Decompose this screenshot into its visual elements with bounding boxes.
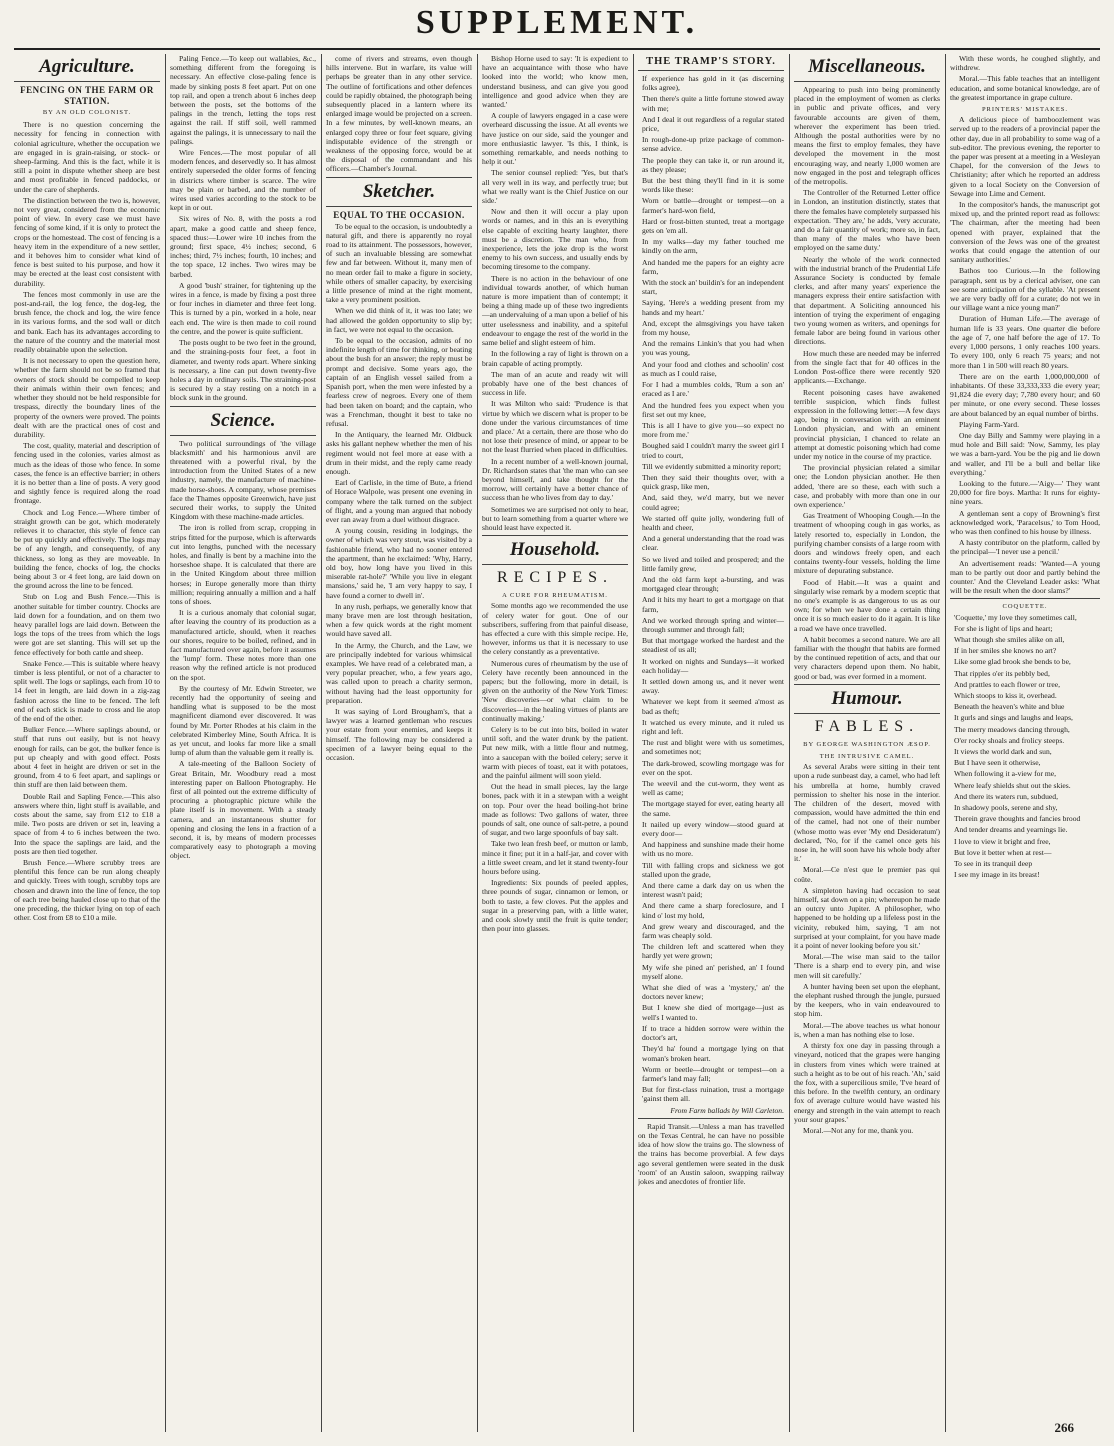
- section-heading-miscellaneous: Miscellaneous.: [808, 56, 926, 77]
- article-body: [638, 1122, 784, 1186]
- verse-line: But that mortgage worked the hardest and the steadiest of us all;: [642, 636, 784, 655]
- verse-line: And I deal it out regardless of a regular stated price,: [642, 114, 784, 134]
- paragraph: Bathos too Curious.—In the following paragraph, sent us by a clerical adviser, one can see some anticipation of the syllable. 'At present we are very badly off for a curate; do not we in our village want a nice young man?': [950, 266, 1100, 313]
- paragraph: Brush Fence.—Where scrubby trees are plentiful this fence can be run along cheaply and quickly. Trees with tough, scrubby tops are chosen and drawn into the line of fence, the top of each tree being hauled close up to that of the one preceding, the thicker lying on top of each other. Cost from £8 to £10 a mile.: [14, 858, 160, 923]
- divider: [794, 684, 940, 685]
- verse-line: For I had a mumbles colds, 'Rum a son an' eraced as I are.': [642, 380, 784, 399]
- divider: [638, 1118, 784, 1119]
- article-byline: BY AN OLD COLONIST.: [42, 109, 132, 116]
- paragraph: In a recent number of a well-known journal, Dr. Richardson states that 'the man who can see beyond himself, and take thought for the morrow, will certainly have a better chance of success than he who lives from day to day.': [482, 456, 628, 503]
- paragraph: It is a curious anomaly that colonial sugar, after leaving the country of its production as a manufactured article, should, when it reaches our shores, require to be boiled, refined, and in fact manufactured over again, before it assumes the 'lump' form. These notes more than one reason why the refined article is not produced on the spot.: [170, 608, 316, 682]
- column-divider: [633, 54, 634, 1432]
- paragraph: Two political surroundings of 'the village blacksmith' and his harmonious anvil are threatened with a powerful rival, by the introduction from the United States of a new industry, namely, the manufacture of machine-made horse-shoes. A company, whose premises face the Thames opposite Greenwich, have just secured their works, to supply the United Kingdom with these machine-made articles.: [170, 438, 316, 522]
- verse-line: The merry meadows dancing through,: [954, 724, 1070, 734]
- page-number: 266: [1054, 1420, 1074, 1435]
- verse-line: It gurls and sings and laughs and leaps,: [954, 713, 1073, 723]
- paragraph: In the following a ray of light is thrown on a brain capable of acting promptly.: [482, 349, 628, 368]
- paragraph: A gentleman sent a copy of Browning's first acknowledged work, 'Paracelsus,' to Tom Hood, who was then confined to his house by illness.: [950, 508, 1100, 536]
- paragraph: Sometimes we are surprised not only to hear, but to learn something from a quarter where we should least have expected it.: [482, 504, 628, 532]
- article-body: [794, 85, 940, 681]
- article-body: [950, 54, 1100, 102]
- paragraph: A tale-meeting of the Balloon Society of Great Britain, Mr. Woodbury read a most interesting paper on Balloon Photography. He first of all pointed out the extreme difficulty of procuring a photographic picture while the plate itself is in movement. With a steady camera, and an instantaneous shutter for opening and closing the lens in a fraction of a second, it is, by means of modern processes comparatively easy to photograph a moving object.: [170, 759, 316, 861]
- paragraph: The man of an acute and ready wit will probably have one of the best chances of success in life.: [482, 369, 628, 398]
- paragraph: Moral.—Not any for me, thank you.: [803, 1125, 914, 1135]
- verse-line: Beneath the heaven's white and blue: [954, 702, 1065, 712]
- paragraph: A young cousin, residing in lodgings, the owner of which was very stout, was visited by a fashionable friend, who had no sooner entered the apartment, than he exclaimed: 'Why, Harry, old boy, how long have you lived in this miserable rat-hole?' 'While you live in elegant mansions,' said he, 'I am very happy to say, I have found a corner to dwell in'.: [326, 526, 472, 600]
- paragraph: Snake Fence.—This is suitable where heavy timber is less plentiful, or not of a character to split well. The logs or saplings, each from 10 to 14 feet in length, are laid down in a zig-zag fashion across the line to be fenced. The left end of each stick is made to cross and lie atop of the end of the other.: [14, 658, 160, 723]
- article-headline: FENCING ON THE FARM OR STATION.: [20, 85, 154, 106]
- paragraph: Bulker Fence.—Where saplings abound, or stuff that runs out easily, but is not heavy enough for rails, can be got, the bulker fence is put up cheaply and with good effect. Posts about 4 feet in height are driven or set in the ground, from 4 to 6 feet apart, and saplings or thin stuff are then laid between them.: [14, 725, 160, 790]
- paragraph: Ingredients: Six pounds of peeled apples, three pounds of sugar, cinnamon or lemon, or both to taste, a few cloves. Put the apples and sugar in a preserving pan, with a little water, and cook slowly until the fruit is quite tender; then pour into glasses.: [482, 878, 628, 934]
- paragraph: The iron is rolled from scrap, cropping in strips fitted for the purpose, which is afterwards cut into lengths, punched with the necessary holes, and finally is bent by a machine into the horseshoe shape. It is calculated that there are in the United Kingdom about three million horses; in Europe generally more than thirty million; requiring annually a million and a half tons of shoes.: [170, 523, 316, 606]
- verse-line: And there its waters run, subdued,: [954, 791, 1058, 801]
- section-heading-science: Science.: [210, 409, 276, 431]
- divider: [482, 564, 628, 565]
- paragraph: A habit becomes a second nature. We are all familiar with the thought that habits are formed by the continued repetition of acts, and that our very characters depend upon them. No habit, good or bad, was ever formed in a moment.: [794, 634, 940, 681]
- verse-line: Like some glad brook she bends to be,: [954, 657, 1071, 667]
- paragraph: Recent poisoning cases have awakened terrible suspicion, which finds fullest expression in the following letter:—A few days ago, being in conversation with an eminent London physician, and with an eminent provincial physician, I chanced to relate an attempt at domestic poisoning which had come under my notice in the course of my practice.: [794, 387, 940, 461]
- column-3: [326, 54, 472, 1432]
- verse-line: But I have seen it otherwise,: [954, 758, 1041, 768]
- verse-line: It settled down among us, and it never went away.: [642, 676, 784, 696]
- paragraph: In the compositor's hands, the manuscript got mixed up, and the printed report read as follows: 'The chairman, after the meeting had been opened with prayer, explained that the conversion of the Jews was one of the greatest works that could engage the attention of our sanitary authorities.': [950, 200, 1100, 265]
- verse-line: Saying, 'Here's a wedding present from my hands and my heart.': [642, 298, 784, 317]
- verse-line: But the best thing they'll find in it is some words like these:: [642, 176, 784, 195]
- paragraph: Now and then it will occur a play upon words or names, and in this an is everything else capable of exciting hearty laughter, there must be a discretion. The man who, from inexperience, lets the joke drop is the worst enemy to his own success, and usually ends by becoming tiresome to the company.: [482, 207, 628, 272]
- verse-line: And we worked through spring and winter—through summer and through fall;: [642, 615, 784, 634]
- verse-line: It watched us every minute, and it ruled us right and left.: [642, 717, 784, 736]
- article-headline: EQUAL TO THE OCCASION.: [333, 209, 465, 220]
- paragraph: It was Milton who said: 'Prudence is that virtue by which we discern what is proper to be done under the various circumstances of time and place.' At a certain, there are those who do not lose their presence of mind, or appear to be not the least flurried when placed in difficulties.: [482, 399, 628, 455]
- column-2: [170, 54, 316, 1432]
- verse-line: And there came a dark day on us when the interest wasn't paid;: [642, 881, 784, 900]
- paragraph: To be equal to the occasion, is undoubtedly a natural gift, and there is apparently no royal road to its attainment. The possessors, however, of such an invaluable blessing are somewhat few and far between. Without it, many men of no mean order fail to make a figure in society, while others of smaller capacity, by exercising a little presence of mind at the right moment, take a very prominent position.: [326, 221, 472, 305]
- article-body: [170, 54, 316, 403]
- verse-line: If to trace a hidden sorrow were within the doctor's art,: [642, 1023, 784, 1043]
- paragraph: The posts ought to be two feet in the ground, and the straining-posts four feet, a foot in diameter, and twenty rods apart. Where sinking is necessary, a line can put down twenty-five holes a day in ordinary soils. The straining-post is secured by a stay resting on a notch in a block sunk in the ground.: [170, 338, 316, 403]
- section-heading-agriculture: Agriculture.: [39, 56, 135, 77]
- verse-line: But I knew she died of mortgage—just as well's I wanted to.: [642, 1003, 784, 1022]
- paragraph: Numerous cures of rheumatism by the use of Celery have recently been announced in the papers; but the following, more in detail, is given on the authority of the New York Times: 'New discoveries—or what claim to be discoveries—in the healing virtues of plants are continually making.': [482, 658, 628, 723]
- article-body: [794, 762, 940, 1135]
- column-divider: [165, 54, 166, 1432]
- verse-line: O'er rocky shoals and frolicy steeps.: [954, 735, 1065, 745]
- verse-line: And grew weary and discouraged, and the farm was cheaply sold.: [642, 921, 784, 941]
- divider: [482, 535, 628, 536]
- paragraph: Chock and Log Fence.—Where timber of straight growth can be got, which moderately relieves it to character, this style of fence can be put up quickly and effectively. The logs may be of any length, and consequently, of any thickness, so long as they are moveable. In building the fence, chocks of log, the chocks being about 3 or 4 feet long, are laid down on the ground across the line to be fenced.: [14, 507, 160, 591]
- article-byline: BY GEORGE WASHINGTON ÆSOP.: [803, 740, 931, 748]
- paragraph: An advertisement reads: 'Wanted—A young man to be partly out door and partly behind the counter.' And the Cleveland Leader asks: 'What will be the result when the door slams?': [950, 558, 1100, 596]
- paragraph: Double Rail and Sapling Fence.—This also answers where thin, light stuff is available, and costs about the same, say from £12 to £18 a mile. Two posts are driven or set in, leaving a space of from 4 to 6 inches between the two. Into the space the saplings are laid, and the posts are then tied together.: [14, 791, 160, 856]
- divider: [950, 598, 1100, 599]
- paragraph: The provincial physician related a similar one; the London physician another. He then added, 'there are so these, each with such a case, and probably with more than one in our own experience.': [794, 463, 940, 509]
- divider: [638, 70, 784, 71]
- column-divider: [477, 54, 478, 1432]
- article-body: [482, 54, 628, 532]
- column-7: [950, 54, 1100, 1432]
- verse-line: What she died of was a 'mystery,' an' the doctors never knew;: [642, 983, 784, 1002]
- column-divider: [945, 54, 946, 1432]
- divider: [326, 177, 472, 178]
- verse-line: They'd ha' found a mortgage lying on that woman's broken heart.: [642, 1044, 784, 1063]
- paragraph: The Controller of the Returned Letter office in London, an institution distinctly, states that there the females have completely surpassed his expectation. 'They are,' he adds, 'very accurate, and do a fair quantity of work; more so, in fact, than many of the males who have been employed on the same duty.': [794, 188, 940, 253]
- paragraph: The distinction between the two is, however, not very great, considered from the economic point of view. In every case we must have fencing of some kind, if it is only to protect the crops or the homestead. The cost of fencing is a heavy item in the expenditure of a new settler, and it behoves him to consider what kind of fence is best suited to his purpose, and how it may be erected at the least cost consistent with durability.: [14, 195, 160, 288]
- paragraph: Celery is to be cut into bits, boiled in water until soft, and the water drunk by the patient. Put new milk, with a little flour and nutmeg, into a saucepan with the boiled celery; serve it warm with pieces of toast, eat it with potatoes, and the painful ailment will soon yield.: [482, 725, 628, 781]
- divider: [794, 81, 940, 82]
- paragraph: It is not necessary to open the question here, whether the farm should not be so framed that owners of stock should be compelled to keep their animals within their own fences; and whether they should not be held responsible for trespass, directly the boundary lines of the property of the owners were proved. The points dealt with are the practical ones of cost and durability.: [14, 356, 160, 439]
- verse-line: The rust and blight were with us sometimes, and sometimes not;: [642, 738, 784, 757]
- paragraph: A thirsty fox one day in passing through a vineyard, noticed that the grapes were hanging in clusters from vines which were trained at such a height as to be out of his reach. 'Ah,' said the fox, with a supercilious smile, 'I've heard of this before. In the twelfth century, an ordinary fox of average culture would have wasted his energy and strength in the vain attempt to reach your sour grapes.': [794, 1041, 940, 1124]
- paragraph: In the Antiquary, the learned Mr. Oldbuck asks his gallant nephew whether the men of his regiment would not feel more at ease with a drum in their midst, and the reply came ready enough.: [326, 430, 472, 476]
- verse-line: In shadowy pools, serene and shy,: [954, 803, 1058, 813]
- verse-line: And it hits my heart to get a mortgage on that farm,: [642, 595, 784, 614]
- poem-body: [638, 74, 784, 1104]
- paragraph: In any rush, perhaps, we generally know that many brave men are lost through hesitation, when a few quick words at the right moment would have saved all.: [326, 601, 472, 639]
- paragraph: Stub on Log and Bush Fence.—This is another suitable for timber country. Chocks are laid down for a foundation, and on them two heavy parallel logs are laid down. Between the logs the tops of the trees from which the logs were got are set slanting. This will set up the fence effectively for both cattle and sheep.: [14, 592, 160, 657]
- verse-line: Till with falling crops and sickness we got stalled upon the grade,: [642, 860, 784, 879]
- paragraph: Paling Fence.—To keep out wallabies, &c., something different from the foregoing is necessary. An effective close-paling fence is made by sinking posts 8 feet apart. Put on one top rail, and open a trench about 6 inches deep between the posts, set the bottoms of the palings in the trench, letting the tops rest against the rail. If stiff soil, well rammed against the palings, it is unnecessary to nail the palings.: [170, 54, 316, 146]
- verse-line: Which stoops to kiss it, overhead.: [954, 691, 1057, 700]
- verse-line: The dark-browed, scowling mortgage was for ever on the spot.: [642, 758, 784, 777]
- verse-line: Where leafy shields shut out the skies.: [954, 780, 1071, 790]
- column-1: [14, 54, 160, 1432]
- verse-line: The people they can take it, or run around it, as they please;: [642, 155, 784, 174]
- verse-line: It nailed up every window—stood guard at every door—: [642, 819, 784, 839]
- verse-line: That ripples o'er its pebbly bed,: [954, 668, 1050, 678]
- paragraph: In the Army, the Church, and the Law, we are principally indebted for various whimsical examples. We have read of a celebrated man, a very popular preacher, who, a few years ago, was called upon to preach a charity sermon, without having had the least opportunity for preparation.: [326, 640, 472, 705]
- verse-line: And your food and clothes and schoolin' cost as much as I could raise,: [642, 359, 784, 378]
- paragraph: Appearing to push into being prominently placed in the employment of women as clerks in public and private offices, and very favourable accounts are given of them, wherever the experiment has been tried. Although the postal authorities were by no means the first to employ females, they have developed the movement in the most encouraging way, and nearly 1,000 women are now engaged in the post and telegraph offices of the metropolis.: [794, 85, 940, 187]
- paragraph: Playing Farm-Yard.: [959, 419, 1019, 429]
- columns: [14, 54, 1100, 1432]
- paragraph: Moral.—The above teaches us what honour is, when a man has nothing else to lose.: [794, 1020, 940, 1039]
- verse-line: 'Coquette,' my love they sometimes call,: [954, 612, 1077, 622]
- poem-body: [950, 613, 1100, 880]
- verse-line: And the remains Linkin's that you had when you was young,: [642, 339, 784, 358]
- paragraph: Out the head in small pieces, lay the large bones, pack with it in a stewpan with a weight on top. Pour over the head boiling-hot brine made as follows: Two gallons of water, three pounds of salt, one ounce of salt-petre, a pound of sugar, and two large spoonfuls of bay salt.: [482, 782, 628, 838]
- verse-line: Then there's quite a little fortune stowed away with me;: [642, 94, 784, 113]
- divider: [170, 435, 316, 436]
- poem-credit: From Farm ballads by Will Carleton.: [670, 1105, 784, 1115]
- article-body: [326, 222, 472, 763]
- paragraph: To be equal to the occasion, admits of no indefinite length of time for thinking, or beating about the bush for an answer; the reply must be prompt and decisive. Some years ago, the captain of an English vessel sailed from a Spanish port, when the men were infested by a fearless crew of negroes. Every one of them had been taken on board; and the captain, who was a Frenchman, thought it best to take no refusal.: [326, 336, 472, 428]
- paragraph: A good 'bush' strainer, for tightening up the wires in a fence, is made by fixing a post three or four inches in diameter and three feet long. This is turned by a pin, worked in a hole, near each end. The wire is then made to coil round the centre, and the power is quite sufficient.: [170, 280, 316, 336]
- article-body: [14, 120, 160, 922]
- verse-line: And tender dreams and yearnings lie.: [954, 825, 1068, 835]
- verse-line: And there came a sharp foreclosure, and I kind o' lost my hold,: [642, 901, 784, 920]
- verse-line: With the stock an' buildin's for an independent start,: [642, 278, 784, 297]
- article-body: [482, 601, 628, 933]
- verse-line: But love it better when at rest—: [954, 847, 1052, 857]
- verse-line: And handed me the papers for an eighty acre farm,: [642, 257, 784, 276]
- paragraph: There is no question concerning the necessity for fencing in connection with colonial agriculture, whether the occupation we are engaged in is grain-raising, or stock- or sheep-farming. And this is the fact, while it is still a point in dispute whether sheep are best and most profitable in fenced paddocks, or under the care of shepherds.: [14, 120, 160, 194]
- verse-line: Then they said their thoughts over, with a quick grasp, like men,: [642, 472, 784, 492]
- verse-line: What though she smiles alike on all,: [954, 634, 1065, 644]
- fable-title: THE INTRUSIVE CAMEL.: [819, 753, 915, 760]
- paragraph: The cost, quality, material and description of fencing used in the colonies, varies almost as much as the ideas of those who fence. In some cases, the fence is an effective barrier; in others it is no better than a line of posts. A very good and sightly fence is required along the road frontage.: [14, 441, 160, 506]
- verse-line: I see my image in its breast!: [954, 870, 1040, 880]
- verse-line: And the hundred fees you expect when you first set out my knee,: [642, 400, 784, 419]
- paragraph: Gas Treatment of Whooping Cough.—In the treatment of whooping cough in gas works, as lately resorted to, especially in London, the purifying chamber consists of a large room with doors and windows freely open, and each contains twenty-four vessels, holding the lime mixture of depurating substance.: [794, 511, 940, 576]
- article-headline: PRINTERS' MISTAKES.: [981, 106, 1069, 114]
- verse-line: My wife she pined an' perished, an' I found myself alone.: [642, 962, 784, 981]
- verse-line: So we lived and toiled and prospered; and the little family grew,: [642, 554, 784, 573]
- verse-line: If in her smiles she knows no art?: [954, 646, 1057, 656]
- paragraph: There is no action in the behaviour of one individual towards another, of which human nature is more impatient than of contempt; it being a thing made up of these two ingredients—an undervaluing of a man upon a belief of his utter uselessness and inability, and a spiteful endeavour to engage the rest of the world in the same belief and slight esteem of him.: [482, 273, 628, 348]
- paragraph: A hasty contributor on the platform, called by the principal—'I never use a pencil.': [950, 538, 1100, 557]
- paragraph: How much these are needed may be inferred from the single fact that for 40 offices in the London Post-office there were recently 920 applicants.—Exchange.: [794, 348, 940, 386]
- verse-line: Worm or beetle—drought or tempest—on a farmer's land may fall;: [642, 1064, 784, 1083]
- verse-line: But for first-class ruination, trust a mortgage 'gainst them all.: [642, 1085, 784, 1104]
- verse-line: If experience has gold in it (as discerning folks agree),: [642, 74, 784, 93]
- paragraph: The senior counsel replied: 'Yes, but that's all very well in its way, and perfectly true; but what we really want is the Chief Justice on our side.': [482, 168, 628, 206]
- verse-line: The weevil and the cut-worm, they went as well as came;: [642, 779, 784, 798]
- section-heading-sketcher: Sketcher.: [362, 180, 436, 202]
- divider: [794, 713, 940, 714]
- verse-line: I love to view it bright and free,: [954, 836, 1051, 846]
- section-heading-humour: Humour.: [831, 687, 903, 709]
- verse-line: And a general understanding that the road was clear.: [642, 534, 784, 553]
- top-rule: [14, 48, 1100, 50]
- verse-line: It views the world dark and sun,: [954, 747, 1052, 757]
- poem-title: COQUETTE.: [1002, 603, 1048, 611]
- paragraph: come of rivers and streams, even though hills intervene. But in warfare, its value will perhaps be greater than in any other service. The outline of fortifications and other defences could be rapidly obtained, the photograph being subsequently placed in a lantern where its enlarged image would be projected on a screen. In a few minutes, by well-known means, an enlarged copy three or four feet square, giving indisputable evidence of the strength or weakness of the opposing force, would be at the disposal of the commandant and his officers.—Chamber's Journal.: [326, 54, 472, 174]
- paragraph: One day Billy and Sammy were playing in a mud hole and Bill said: 'Now, Sammy, les play we was a barn-yard. You be the pig and lie down and waller, and I'll be a bull and bellar like everything.': [950, 430, 1100, 477]
- divider: [14, 81, 160, 82]
- verse-line: To see in its tranquil deep: [954, 859, 1033, 869]
- column-5: [638, 54, 784, 1432]
- page-banner: SUPPLEMENT.: [415, 4, 699, 41]
- verse-line: And the old farm kept a-bursting, and was mortgaged clear through;: [642, 574, 784, 594]
- paragraph: A hunter having been set upon the elephant, the elephant rushed through the jungle, pursued by the keepers, who in vain endeavoured to stop him.: [794, 981, 940, 1019]
- verse-line: It worked on nights and Sundays—it worked each holiday—: [642, 656, 784, 675]
- poem-title: THE TRAMP'S STORY.: [646, 56, 776, 67]
- paragraph: Moral.—Ce n'est que le premier pas qui coûte.: [794, 865, 940, 884]
- article-headline: FABLES.: [814, 717, 920, 735]
- divider: [170, 406, 316, 407]
- verse-line: This is all I have to give you—so expect no more from me.': [642, 420, 784, 440]
- article-body: [950, 115, 1100, 595]
- article-headline: RECIPES.: [496, 569, 613, 587]
- paragraph: A simpleton having had occasion to seat himself, sat down on a pin; whereupon he made an outcry unto Jupiter. A philosopher, who happened to be holding up a lifeless post in the vicinity, rebuked him, saying, 'I am not surprised at your complaint, for you have made it a point of never looking before you sit.': [794, 885, 940, 951]
- paragraph: A delicious piece of bamboozlement was served up to the readers of a provincial paper the other day, due in all probability to some wag of a sub-editor. The previous evening, the reporter to the paper was present at a meeting in a Wesleyan Chapel, for the conversion of the Jews to Christianity; after which he reported an address given to a local Society on the Conversion of Sewage into Lime and Cement.: [950, 115, 1100, 198]
- verse-line: Hard or frost-bitten stunted, treat a mortgage gets on 'em all.: [642, 216, 784, 236]
- paragraph: The fences most commonly in use are the post-and-rail, the log fence, the dog-leg, the brush fence, the chock and log, the wire fence in its various forms, and the sod wall or ditch and bank. Each has its advantages according to the nature of the country and the material most readily obtainable upon the selection.: [14, 289, 160, 355]
- paragraph: Moral.—This fable teaches that an intelligent education, and some botanical knowledge, are of the greatest importance in grape culture.: [950, 74, 1100, 102]
- paragraph: A couple of lawyers engaged in a case were overheard discussing the issue. At all events we have justice on our side, said the younger and more enthusiastic lawyer. 'Is this, I think, is something remarkable, and needs nothing to help it out.': [482, 111, 628, 167]
- paragraph: Rapid Transit.—Unless a man has travelled on the Texas Central, he can have no possible idea of how slow the trains go. The slowness of the trains has become proverbial. A few days ago several gentlemen were seated in the dusk 'room' of an Austin saloon, swapping railway jokes and anecdotes of frontier life.: [638, 1121, 784, 1186]
- column-divider: [789, 54, 790, 1432]
- paragraph: Some months ago we recommended the use of celery water for gout. One of our subscribers, suffering from that painful disease, has effected a cure with this simple recipe. He, however, informs us that it is necessary to use the celery constantly as a preventative.: [482, 601, 628, 657]
- paragraph: Duration of Human Life.—The average of human life is 33 years. One quarter die before the age of 7, one half before the age of 17. To every 1,000 persons, 1 only reaches 100 years. To every 100, only 6 reach 75 years; and not more than 1 in 500 will reach 80 years.: [950, 314, 1100, 370]
- verse-line: Worn or battle—drought or tempest—on a farmer's hard-won field,: [642, 196, 784, 215]
- verse-line: For she is light of lips and heart;: [954, 623, 1053, 633]
- verse-line: The children left and scattered when they hardly yet were grown;: [642, 942, 784, 961]
- paragraph: Food of Habit.—It was a quaint and singularly wise remark by a modern sceptic that no one's example is as dangerous to us as our own; for when we have done a certain thing once it is so much easier to do it again. It is like a road we have once travelled.: [794, 577, 940, 633]
- paragraph: There are on the earth 1,000,000,000 of inhabitants. Of these 33,333,333 die every year; 91,824 die every day; 7,780 every hour; and 60 per minute, or one every second. These losses are about balanced by an equal number of births.: [950, 371, 1100, 418]
- verse-line: In rough-done-up prize package of common-sense advice.: [642, 135, 784, 154]
- verse-line: In my walks—day my father touched me kindly on the arm,: [642, 237, 784, 256]
- paragraph: It was saying of Lord Brougham's, that a lawyer was a learned gentleman who rescues your estate from your enemies, and keeps it himself. The following may be considered a specimen of a lawyer being equal to the occasion.: [326, 707, 472, 763]
- verse-line: And, said they, we'd marry, but we never could agree;: [642, 493, 784, 512]
- paragraph: With these words, he coughed slightly, and withdrew.: [950, 54, 1100, 73]
- paragraph: Take two lean fresh beef, or mutton or lamb, mince it fine; put it in a half-jar, and cover with a little sweet cream, and let it stand twenty-four hours before using.: [482, 839, 628, 877]
- column-4: [482, 54, 628, 1432]
- verse-line: And, except the almsgivings you have taken from my house,: [642, 318, 784, 338]
- paragraph: Bishop Horne used to say: 'It is expedient to have an acquaintance with those who have looked into the world; who know men, understand business, and can give you good intelligence and good advice when they are wanted.': [482, 54, 628, 110]
- verse-line: Therein grave thoughts and fancies brood: [954, 814, 1081, 824]
- verse-line: Till we evidently submitted a minority report;: [642, 461, 781, 471]
- paragraph: Wire Fences.—The most popular of all modern fences, and deservedly so. It has almost entirely superseded the older forms of fencing in districts where timber is scarce. The wire may be plain or barbed, and the number of wires used varies according to the stock to be kept in or out.: [170, 148, 316, 213]
- paragraph: By the courtesy of Mr. Edwin Streeter, we recently had the opportunity of seeing and handling what is supposed to be the most magnificent diamond ever discovered. It was found by Mr. Porter Rhodes at his claim in the celebrated Kimberley Mine, South Africa. It is as yet uncut, and looks far more like a small lump of alum than the valuable gem it really is.: [170, 683, 316, 758]
- verse-line: And prattles to each flower or tree,: [954, 679, 1061, 689]
- verse-line: Whatever we kept from it seemed a'most as bad as theft;: [642, 697, 784, 716]
- verse-line: And happiness and sunshine made their home with us no more.: [642, 840, 784, 859]
- verse-line: The mortgage stayed for ever, eating hearty all the same.: [642, 799, 784, 818]
- paragraph: Moral.—The wise man said to the tailor 'There is a sharp end to every pin, and wise men will sit carefully.': [794, 952, 940, 980]
- paragraph: Earl of Carlisle, in the time of Bute, a friend of Horace Walpole, was present one evening in company where the talk turned on the subject of flight, and a young man argued that nobody ever ran away from a duel without disgrace.: [326, 478, 472, 524]
- article-body: [326, 54, 472, 174]
- section-heading-household: Household.: [509, 539, 601, 561]
- divider: [326, 206, 472, 207]
- recipe-title: A CURE FOR RHEUMATISM.: [502, 592, 608, 600]
- paragraph: Nearly the whole of the work connected with the industrial branch of the Prudential Life Assurance Society is conducted by female clerks, and after many years' experience the managers express their entire satisfaction with that department. A Soliciting announced his intention of trying the experiment of engaging two young women as writers, and openings for female labor are being found in various other directions.: [794, 254, 940, 347]
- column-divider: [321, 54, 322, 1432]
- verse-line: Boughed said I couldn't marry the sweet girl I tried to court,: [642, 441, 784, 460]
- verse-line: When following it a-view for me,: [954, 769, 1057, 779]
- verse-line: We started off quite jolly, wondering full of health and cheer,: [642, 513, 784, 532]
- paragraph: Looking to the future.—'Aigy—' They want 20,000 for fire boys. Martha: It runs for eighty-nine years.: [950, 478, 1100, 507]
- paragraph: As several Arabs were sitting in their tent upon a rude sunbeast day, a camel, who had left his umbrella at home, humbly craved permission to shelter his nose in the interior. The children of the desert, moved with compassion, would have admitted the thin end of the camel, had not one of their number (whose motto was ever 'My end Desideratum') declared, 'No, for if the camel once gets his nose in, he will soon have his whole body after it.': [794, 762, 940, 864]
- article-body: [170, 439, 316, 861]
- column-6: [794, 54, 940, 1432]
- paragraph: Six wires of No. 8, with the posts a rod apart, make a good cattle and sheep fence, spaced thus:—Lower wire 10 inches from the ground; first space, 4½ inches; second, 6 inches; third, 7½ inches; fourth, 10 inches; and the top space, 12 inches. Two wires may be barbed.: [170, 214, 316, 279]
- paragraph: When we did think of it, it was too late; we had allowed the golden opportunity to slip by; in fact, we were not equal to the occasion.: [326, 306, 472, 334]
